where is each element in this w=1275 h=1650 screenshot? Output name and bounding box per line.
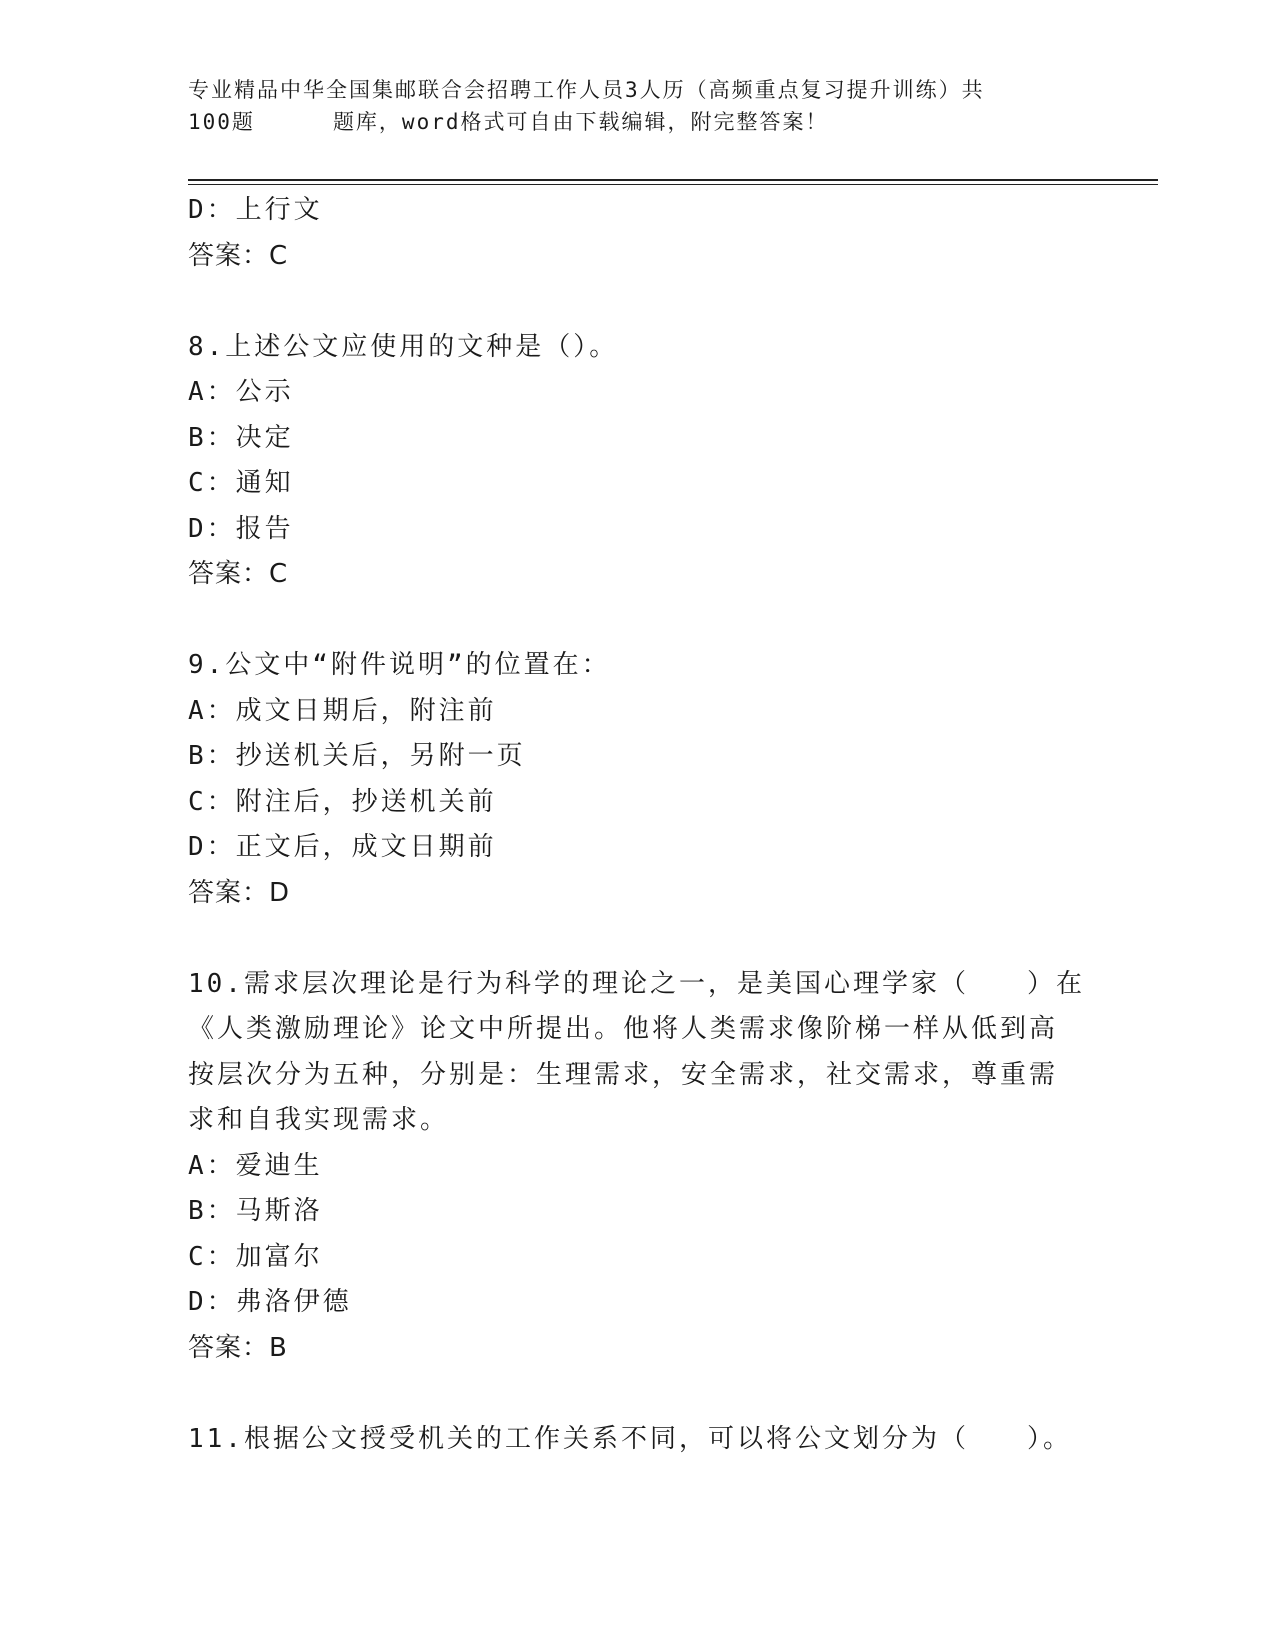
question-stem-line-3: 按层次分为五种，分别是：生理需求，安全需求，社交需求，尊重需: [188, 1059, 1059, 1090]
header-question-count: 100题: [188, 110, 255, 134]
option-d: D：上行文: [188, 195, 323, 225]
option-b: B：抄送机关后，另附一页: [188, 741, 526, 771]
option-b: B：马斯洛: [188, 1196, 323, 1226]
question-stem: 9.公文中“附件说明”的位置在：: [188, 650, 611, 680]
question-9: [188, 643, 1088, 916]
page-header: [188, 74, 1088, 138]
option-c: C：通知: [188, 468, 294, 498]
answer-line: 答案：C: [188, 240, 289, 271]
option-a: A：成文日期后，附注前: [188, 695, 497, 726]
option-b: B：决定: [188, 422, 294, 453]
question-10: [188, 962, 1088, 1372]
question-stem: 8.上述公文应使用的文种是（）。: [188, 331, 619, 362]
option-d: D：报告: [188, 513, 294, 544]
header-title-line1: 专业精品中华全国集邮联合会招聘工作人员3人历（高频重点复习提升训练）共: [188, 78, 985, 102]
question-content: [188, 188, 1088, 1462]
previous-question-tail: [188, 188, 1088, 279]
option-d: D：正文后，成文日期前: [188, 832, 497, 862]
header-divider-thick: [188, 179, 1158, 181]
option-c: C：附注后，抄送机关前: [188, 786, 497, 817]
answer-line: 答案：D: [188, 877, 291, 908]
question-stem-line-1: 10.需求层次理论是行为科学的理论之一，是美国心理学家（ ）在: [188, 968, 1085, 999]
option-c: C：加富尔: [188, 1241, 323, 1272]
question-stem-line-2: 《人类激励理论》论文中所提出。他将人类需求像阶梯一样从低到高: [188, 1014, 1059, 1044]
question-11: [188, 1417, 1088, 1463]
option-a: A：公示: [188, 377, 294, 407]
answer-line: 答案：C: [188, 559, 289, 589]
option-a: A：爱迪生: [188, 1150, 323, 1181]
question-stem: 11.根据公文授受机关的工作关系不同，可以将公文划分为（ ）。: [188, 1423, 1072, 1454]
question-stem-line-4: 求和自我实现需求。: [188, 1105, 450, 1135]
header-subtitle: 题库，word格式可自由下载编辑，附完整答案！: [332, 110, 829, 134]
answer-line: 答案：B: [188, 1332, 288, 1363]
option-d: D：弗洛伊德: [188, 1287, 352, 1317]
header-divider-thin: [188, 184, 1158, 185]
header-title-line2: [188, 106, 1088, 138]
question-8: [188, 325, 1088, 598]
